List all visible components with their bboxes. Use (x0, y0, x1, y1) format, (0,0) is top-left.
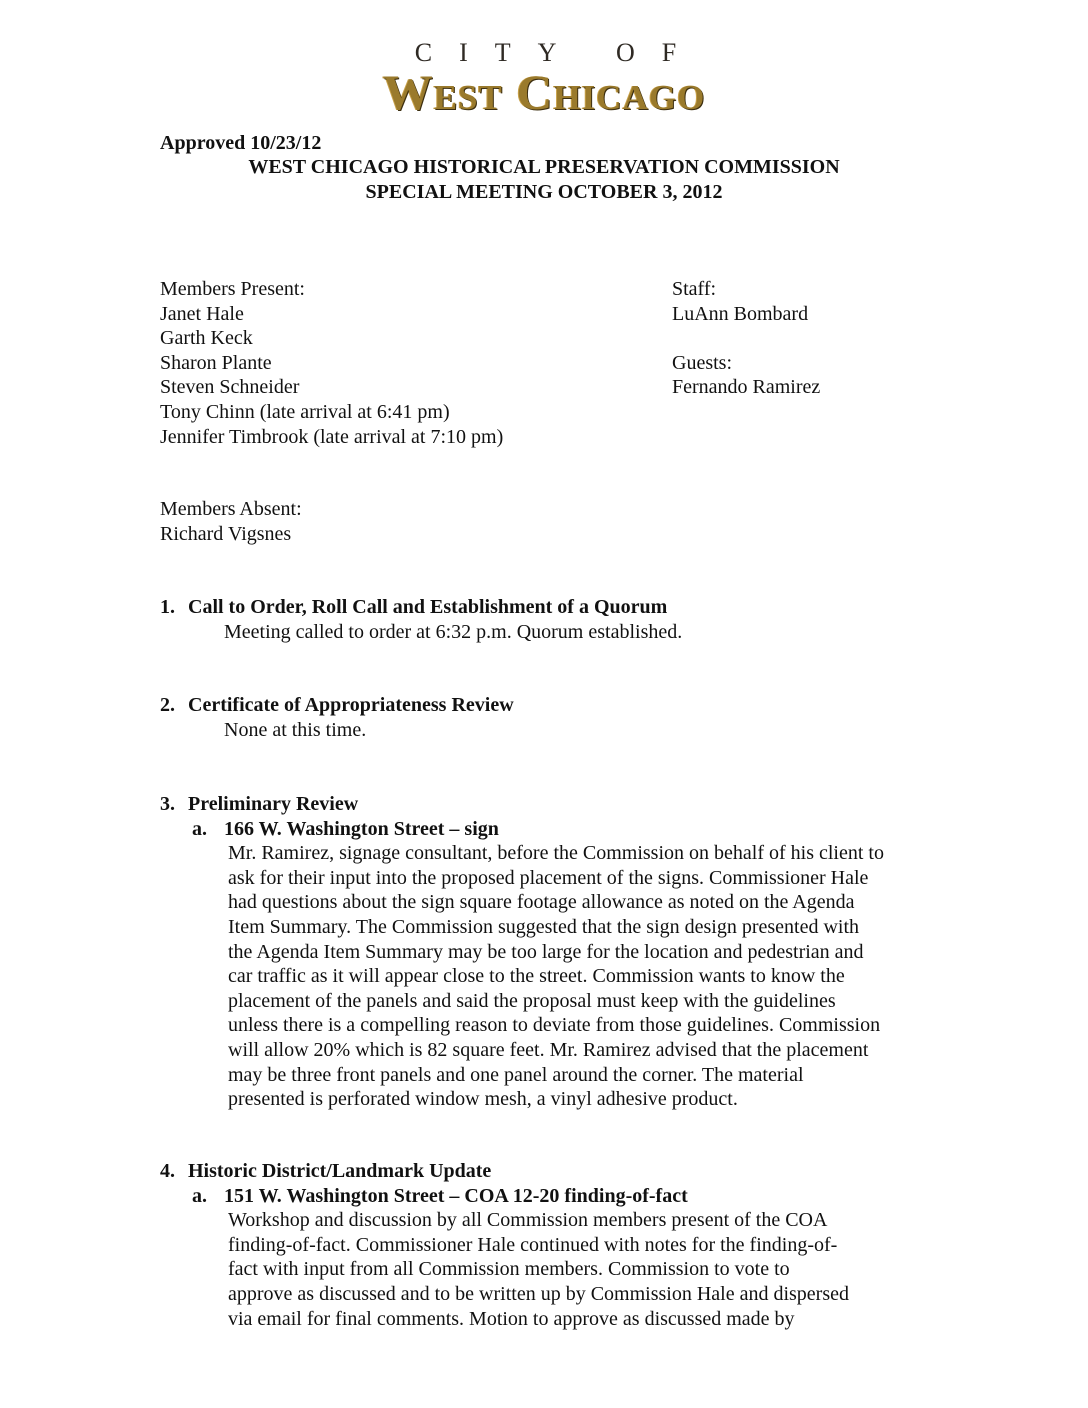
section-title: Preliminary Review (188, 793, 359, 815)
subsection-letter: a. (192, 817, 207, 840)
section-body: None at this time. (224, 718, 367, 741)
agenda-section-3 (160, 792, 928, 1112)
members-absent-list (160, 497, 302, 546)
member-name: Sharon Plante (160, 351, 272, 374)
paragraph-line: may be three front panels and one panel around the corner. The material (228, 1063, 804, 1086)
agenda-section-4 (160, 1159, 928, 1331)
paragraph-line: the Agenda Item Summary may be too large for the location and pedestrian and (228, 940, 864, 963)
member-name: Garth Keck (160, 327, 253, 350)
subsection-paragraph (160, 841, 928, 1112)
city-logo (0, 40, 1088, 118)
subsection-paragraph (160, 1208, 928, 1331)
paragraph-line: placement of the panels and said the proposal must keep with the guidelines (228, 989, 836, 1012)
member-name: Jennifer Timbrook (late arrival at 7:10 pm) (160, 425, 504, 448)
paragraph-line: finding-of-fact. Commissioner Hale continued with notes for the finding-of- (228, 1233, 838, 1256)
paragraph-line: presented is perforated window mesh, a vinyl adhesive product. (228, 1088, 738, 1111)
section-title: Certificate of Appropriateness Review (188, 694, 514, 716)
guests-label: Guests: (672, 351, 732, 374)
paragraph-line: Mr. Ramirez, signage consultant, before the Commission on behalf of his client to (228, 842, 884, 865)
section-title: Call to Order, Roll Call and Establishment of a Quorum (188, 596, 668, 618)
paragraph-line: approve as discussed and to be written up by Commission Hale and dispersed (228, 1282, 849, 1305)
paragraph-line: had questions about the sign square footage allowance as noted on the Agenda (228, 891, 855, 914)
members-absent-label: Members Absent: (160, 498, 302, 520)
section-body: Meeting called to order at 6:32 p.m. Quorum established. (224, 620, 683, 643)
members-present-list (160, 277, 503, 449)
staff-name: LuAnn Bombard (672, 302, 809, 325)
agenda-section-1 (160, 595, 682, 644)
section-title: Historic District/Landmark Update (188, 1160, 492, 1182)
section-heading (160, 595, 682, 620)
absent-member-name: Richard Vigsnes (160, 522, 292, 545)
subsection-title: 151 W. Washington Street – COA 12-20 finding-of-fact (224, 1184, 688, 1207)
staff-guests-list (672, 277, 820, 400)
members-present-label: Members Present: (160, 278, 305, 300)
subsection-heading (160, 1184, 928, 1209)
staff-label: Staff: (672, 278, 717, 300)
document-title: WEST CHICAGO HISTORICAL PRESERVATION COMMISSION (248, 156, 840, 178)
section-number: 2. (160, 694, 175, 716)
paragraph-line: Workshop and discussion by all Commission members present of the COA (228, 1209, 828, 1232)
section-number: 1. (160, 596, 175, 618)
paragraph-line: unless there is a compelling reason to deviate from those guidelines. Commission (228, 1014, 881, 1037)
section-heading (160, 792, 928, 817)
section-number: 4. (160, 1160, 175, 1182)
document-subtitle: SPECIAL MEETING OCTOBER 3, 2012 (365, 181, 723, 203)
paragraph-line: will allow 20% which is 82 square feet. Mr. Ramirez advised that the placement (228, 1038, 869, 1061)
subsection-heading (160, 817, 928, 842)
subsection-letter: a. (192, 1184, 207, 1207)
section-heading (160, 693, 514, 718)
logo-top-text: CITY OF (414, 38, 704, 67)
agenda-section-2 (160, 693, 514, 742)
paragraph-line: fact with input from all Commission members. Commission to vote to (228, 1258, 790, 1281)
subsection-title: 166 W. Washington Street – sign (224, 817, 499, 840)
logo-main-text: West Chicago (382, 64, 706, 120)
section-number: 3. (160, 793, 175, 815)
member-name: Tony Chinn (late arrival at 6:41 pm) (160, 400, 450, 423)
section-heading (160, 1159, 928, 1184)
guest-name: Fernando Ramirez (672, 376, 821, 399)
paragraph-line: via email for final comments. Motion to approve as discussed made by (228, 1307, 795, 1330)
member-name: Janet Hale (160, 302, 244, 325)
paragraph-line: Item Summary. The Commission suggested that the sign design presented with (228, 915, 860, 938)
member-name: Steven Schneider (160, 376, 300, 399)
paragraph-line: ask for their input into the proposed placement of the signs. Commissioner Hale (228, 866, 869, 889)
paragraph-line: car traffic as it will appear close to the street. Commission wants to know the (228, 965, 845, 988)
approval-date: Approved 10/23/12 (160, 132, 322, 154)
